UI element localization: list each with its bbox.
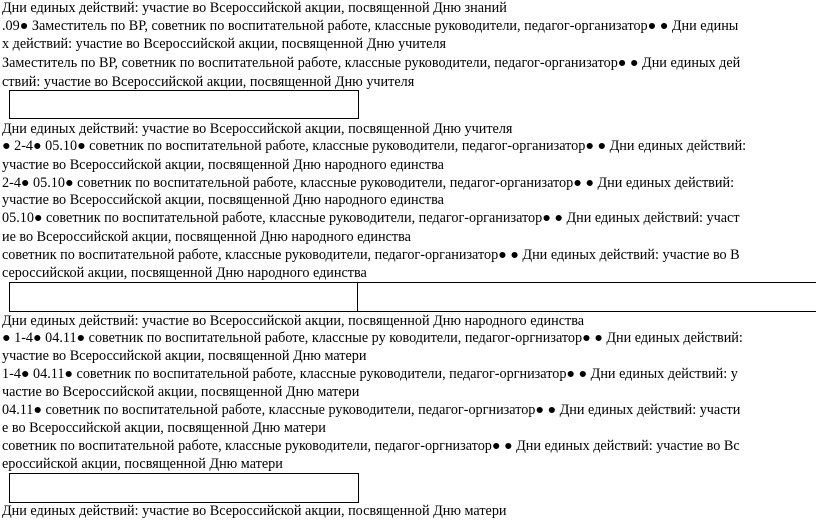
text-line: сероссийской акции, посвященной Дню народного единства bbox=[2, 265, 367, 281]
text-line: ствий: участие во Всероссийской акции, посвященной Дню учителя bbox=[2, 74, 415, 90]
text-line: ● 2-4● 05.10● советник по воспитательной работе, классные руководители, педагог-организатор● ● Дни единых действий: bbox=[2, 138, 747, 154]
text-line: х действий: участие во Всероссийской акции, посвященной Дню учителя bbox=[2, 36, 446, 52]
text-line: 2-4● 05.10● советник по воспитательной работе, классные руководители, педагог-организатор● ● Дни единых действий: bbox=[2, 175, 735, 191]
text-line: е во Всероссийской акции, посвященной Дню матери bbox=[2, 420, 326, 436]
text-line: ероссийской акции, посвященной Дню матери bbox=[2, 456, 283, 472]
text-line: советник по воспитательной работе, классные руководители, педагог-организатор● ● Дни единых действий: участие во В bbox=[2, 247, 740, 263]
text-line: участие во Всероссийской акции, посвященной Дню матери bbox=[2, 348, 367, 364]
empty-cell-box bbox=[9, 90, 359, 119]
text-line: ● 1-4● 04.11● советник по воспитательной работе, классные ру ководители, педагог-оргнизатор● ● Дни единых действий: bbox=[2, 330, 743, 346]
text-line: 1-4● 04.11● советник по воспитательной работе, классные руководители, педагог-оргнизатор● ● Дни единых действий: у bbox=[2, 366, 738, 382]
text-line: Дни единых действий: участие во Всероссийской акции, посвященной Дню народного единства bbox=[2, 313, 585, 329]
text-line: Дни единых действий: участие во Всероссийской акции, посвященной Дню знаний bbox=[2, 0, 507, 16]
text-line: частие во Всероссийской акции, посвященной Дню матери bbox=[2, 384, 360, 400]
text-line: .09● Заместитель по ВР, советник по воспитательной работе, классные руководители, педагог-организатор● ● Дни едины bbox=[2, 18, 739, 34]
empty-cell-box-right bbox=[357, 282, 816, 312]
text-line: участие во Всероссийской акции, посвященной Дню народного единства bbox=[2, 192, 444, 208]
text-line: Заместитель по ВР, советник по воспитательной работе, классные руководители, педагог-организатор● ● Дни единых дей bbox=[2, 55, 741, 71]
text-line: советник по воспитательной работе, классные руководители, педагог-оргнизатор● ● Дни единых действий: участие во Вс bbox=[2, 438, 740, 454]
text-line: Дни единых действий: участие во Всероссийской акции, посвященной Дню матери bbox=[2, 503, 507, 519]
text-line: 04.11● советник по воспитательной работе, классные руководители, педагог-оргнизатор● ● Дни единых действий: участи bbox=[2, 402, 741, 418]
empty-cell-box bbox=[9, 473, 359, 503]
text-line: 05.10● советник по воспитательной работе, классные руководители, педагог-организатор● ● Дни единых действий: участ bbox=[2, 210, 740, 226]
text-line: Дни единых действий: участие во Всероссийской акции, посвященной Дню учителя bbox=[2, 121, 513, 137]
empty-cell-box-left bbox=[9, 282, 359, 312]
text-line: ие во Всероссийской акции, посвященной Дню народного единства bbox=[2, 229, 411, 245]
text-line: участие во Всероссийской акции, посвященной Дню народного единства bbox=[2, 157, 444, 173]
